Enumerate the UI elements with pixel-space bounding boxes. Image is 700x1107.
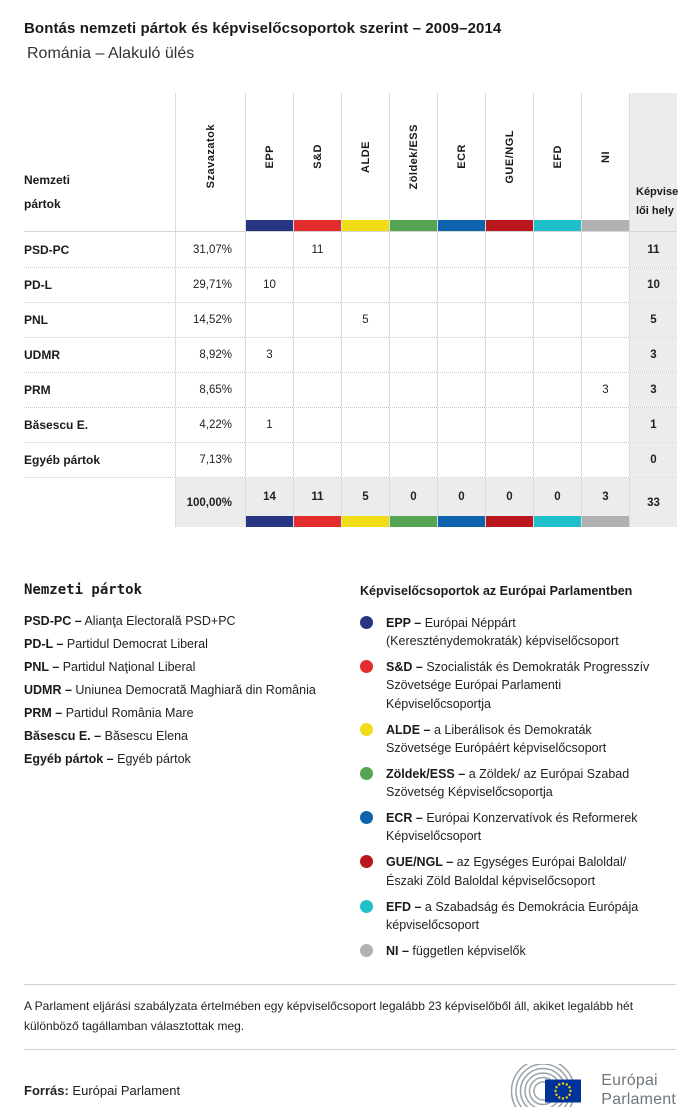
party-name-cell: Băsescu E. — [24, 418, 89, 432]
legend-item: Egyéb pártok – Egyéb pártok — [24, 752, 191, 766]
group-seat-cell — [341, 373, 389, 407]
group-seat-cell — [389, 268, 437, 302]
group-seat-cell — [533, 338, 581, 372]
group-seat-cell — [293, 443, 341, 477]
group-color-bar — [341, 516, 389, 527]
group-color-bar — [485, 516, 533, 527]
grand-total-cell: 33 — [629, 478, 677, 527]
source-value: Európai Parlament — [72, 1083, 181, 1099]
group-seat-cell — [389, 443, 437, 477]
legend-item: Băsescu E. – Băsescu Elena — [24, 729, 189, 743]
group-seat-cell — [245, 373, 293, 407]
group-color-bar — [293, 220, 341, 231]
group-seat-cell — [245, 232, 293, 267]
group-seat-cell — [341, 232, 389, 267]
col-header-efd: EFD — [533, 93, 581, 220]
col-header-kepviseloi-hely: Képvise lői hely — [629, 93, 677, 231]
group-seat-cell — [533, 443, 581, 477]
legend-item: EPP – Európai Néppárt (Kereszténydemokraták) képviselőcsoport — [360, 614, 653, 650]
legend-item: PSD-PC – Alianţa Electorală PSD+PC — [24, 614, 236, 628]
group-seat-cell — [341, 443, 389, 477]
page-subtitle: Románia – Alakuló ülés — [27, 45, 195, 62]
group-total-cell: 0 — [389, 478, 437, 516]
group-seat-cell — [485, 338, 533, 372]
group-seat-cell — [533, 232, 581, 267]
group-seat-cell — [533, 268, 581, 302]
table-row — [24, 407, 677, 442]
legend-item: UDMR – Uniunea Democrată Maghiară din România — [24, 683, 316, 697]
legend-item: S&D – Szocialisták és Demokraták Progresszív Szövetsége Európai Parlamenti Képviselőcsoportja — [360, 658, 653, 712]
total-seats-cell: 3 — [629, 373, 677, 407]
legend-item: PD-L – Partidul Democrat Liberal — [24, 637, 208, 651]
legend-item: PRM – Partidul România Mare — [24, 706, 194, 720]
party-name-cell: PSD-PC — [24, 242, 70, 257]
group-seat-cell — [485, 373, 533, 407]
group-color-bar — [245, 516, 293, 527]
table-row — [24, 232, 677, 267]
group-seat-cell: 10 — [245, 268, 293, 302]
group-total-cell: 0 — [533, 478, 581, 516]
group-legend — [360, 582, 653, 968]
group-total-cell: 11 — [293, 478, 341, 516]
col-header-guengl: GUE/NGL — [485, 93, 533, 220]
group-total-cell: 5 — [341, 478, 389, 516]
group-color-bar — [581, 516, 629, 527]
total-seats-cell: 10 — [629, 268, 677, 302]
page-title: Bontás nemzeti pártok és képviselőcsoportok szerint – 2009–2014 — [24, 20, 502, 37]
legend-item: ALDE – a Liberálisok és Demokraták Szövetsége Európáért képviselőcsoport — [360, 721, 653, 757]
group-seat-cell — [533, 408, 581, 442]
source — [24, 1083, 180, 1098]
total-seats-cell: 11 — [629, 232, 677, 267]
table-header — [24, 93, 677, 232]
group-seat-cell: 3 — [245, 338, 293, 372]
group-color-bar — [437, 220, 485, 231]
group-seat-cell — [389, 303, 437, 337]
group-seat-cell — [341, 268, 389, 302]
party-legend — [24, 582, 360, 968]
ecr-color-dot-icon — [360, 811, 373, 824]
group-seat-cell — [485, 232, 533, 267]
col-header-sd: S&D — [293, 93, 341, 220]
group-seat-cell: 1 — [245, 408, 293, 442]
group-seat-cell — [389, 373, 437, 407]
table-row — [24, 442, 677, 477]
group-color-bar — [389, 516, 437, 527]
table-row — [24, 302, 677, 337]
legend-item: EFD – a Szabadság és Demokrácia Európája képviselőcsoport — [360, 898, 653, 934]
group-color-bar — [533, 516, 581, 527]
logo-wordmark: Európai Parlament — [601, 1072, 676, 1107]
group-seat-cell — [437, 443, 485, 477]
group-color-bar — [485, 220, 533, 231]
party-name-cell: PD-L — [24, 278, 52, 292]
legend-item: NI – független képviselők — [360, 942, 653, 960]
ni-color-dot-icon — [360, 944, 373, 957]
votes-cell: 31,07% — [175, 232, 245, 267]
col-header-ecr: ECR — [437, 93, 485, 220]
efd-color-dot-icon — [360, 900, 373, 913]
footer — [24, 1050, 676, 1107]
table-row — [24, 267, 677, 302]
epp-color-dot-icon — [360, 616, 373, 629]
group-seat-cell — [485, 443, 533, 477]
group-seat-cell — [437, 268, 485, 302]
col-header-alde: ALDE — [341, 93, 389, 220]
legends — [24, 582, 676, 968]
votes-cell: 29,71% — [175, 268, 245, 302]
group-seat-cell — [389, 232, 437, 267]
group-seat-cell — [293, 338, 341, 372]
group-color-bar — [533, 220, 581, 231]
table-row — [24, 372, 677, 407]
guengl-color-dot-icon — [360, 855, 373, 868]
party-legend-heading: Nemzeti pártok — [24, 582, 143, 598]
group-seat-cell — [341, 408, 389, 442]
group-seat-cell — [293, 303, 341, 337]
col-header-epp: EPP — [245, 93, 293, 220]
group-seat-cell — [341, 338, 389, 372]
total-empty-cell — [24, 478, 175, 527]
group-seat-cell — [293, 373, 341, 407]
party-name-cell: PNL — [24, 313, 48, 327]
group-seat-cell — [437, 338, 485, 372]
group-color-bar — [245, 220, 293, 231]
col-header-nemzeti-partok: Nemzeti pártok — [24, 172, 71, 212]
col-header-szavazatok: Szavazatok — [175, 93, 245, 231]
alde-color-dot-icon — [360, 723, 373, 736]
legend-item: ECR – Európai Konzervatívok és Reformerek Képviselőcsoport — [360, 809, 653, 845]
party-name-cell: UDMR — [24, 348, 60, 362]
group-seat-cell — [581, 443, 629, 477]
group-color-bar — [293, 516, 341, 527]
col-header-ni: NI — [581, 93, 629, 220]
group-seat-cell — [485, 268, 533, 302]
group-seat-cell — [293, 268, 341, 302]
group-color-bar — [341, 220, 389, 231]
source-label: Forrás: — [24, 1083, 69, 1099]
group-seat-cell — [245, 443, 293, 477]
group-total-cell: 0 — [437, 478, 485, 516]
table-row — [24, 337, 677, 372]
total-votes-cell: 100,00% — [175, 478, 245, 527]
group-seat-cell — [485, 303, 533, 337]
group-seat-cell: 11 — [293, 232, 341, 267]
group-seat-cell: 3 — [581, 373, 629, 407]
group-legend-heading: Képviselőcsoportok az Európai Parlamentben — [360, 584, 633, 598]
group-color-bar — [581, 220, 629, 231]
group-seat-cell — [533, 303, 581, 337]
party-name-cell: Egyéb pártok — [24, 453, 101, 467]
group-seat-cell — [437, 232, 485, 267]
european-parliament-logo — [499, 1064, 676, 1107]
group-seat-cell — [485, 408, 533, 442]
votes-cell: 8,65% — [175, 373, 245, 407]
hemicycle-icon — [499, 1064, 593, 1107]
legend-item: Zöldek/ESS – a Zöldek/ az Európai Szabad Szövetség Képviselőcsoportja — [360, 765, 653, 801]
group-seat-cell — [581, 338, 629, 372]
party-name-cell: PRM — [24, 383, 51, 397]
group-seat-cell — [533, 373, 581, 407]
sd-color-dot-icon — [360, 660, 373, 673]
group-total-cell: 0 — [485, 478, 533, 516]
votes-cell: 7,13% — [175, 443, 245, 477]
group-seat-cell — [581, 268, 629, 302]
table-total-row — [24, 477, 677, 526]
total-seats-cell: 1 — [629, 408, 677, 442]
group-seat-cell — [581, 232, 629, 267]
legend-item: GUE/NGL – az Egységes Európai Baloldal/Északi Zöld Baloldal képviselőcsoport — [360, 853, 653, 889]
group-seat-cell — [245, 303, 293, 337]
legend-item: PNL – Partidul Naţional Liberal — [24, 660, 196, 674]
seats-table — [24, 93, 677, 526]
group-color-bar — [389, 220, 437, 231]
group-seat-cell — [437, 303, 485, 337]
group-seat-cell — [581, 408, 629, 442]
group-seat-cell — [437, 373, 485, 407]
group-total-cell: 3 — [581, 478, 629, 516]
total-seats-cell: 5 — [629, 303, 677, 337]
group-seat-cell — [293, 408, 341, 442]
group-seat-cell — [389, 408, 437, 442]
group-seat-cell — [581, 303, 629, 337]
group-seat-cell — [389, 338, 437, 372]
group-total-cell: 14 — [245, 478, 293, 516]
votes-cell: 8,92% — [175, 338, 245, 372]
col-header-greens: Zöldek/ESS — [389, 93, 437, 220]
votes-cell: 4,22% — [175, 408, 245, 442]
total-seats-cell: 3 — [629, 338, 677, 372]
votes-cell: 14,52% — [175, 303, 245, 337]
group-seat-cell: 5 — [341, 303, 389, 337]
total-seats-cell: 0 — [629, 443, 677, 477]
group-color-bar — [437, 516, 485, 527]
greens-color-dot-icon — [360, 767, 373, 780]
footnote: A Parlament eljárási szabályzata értelmében egy képviselőcsoport legalább 23 képviselőből áll, akiket legalább hét különböző tagállamban választottak meg. — [24, 984, 676, 1050]
group-seat-cell — [437, 408, 485, 442]
